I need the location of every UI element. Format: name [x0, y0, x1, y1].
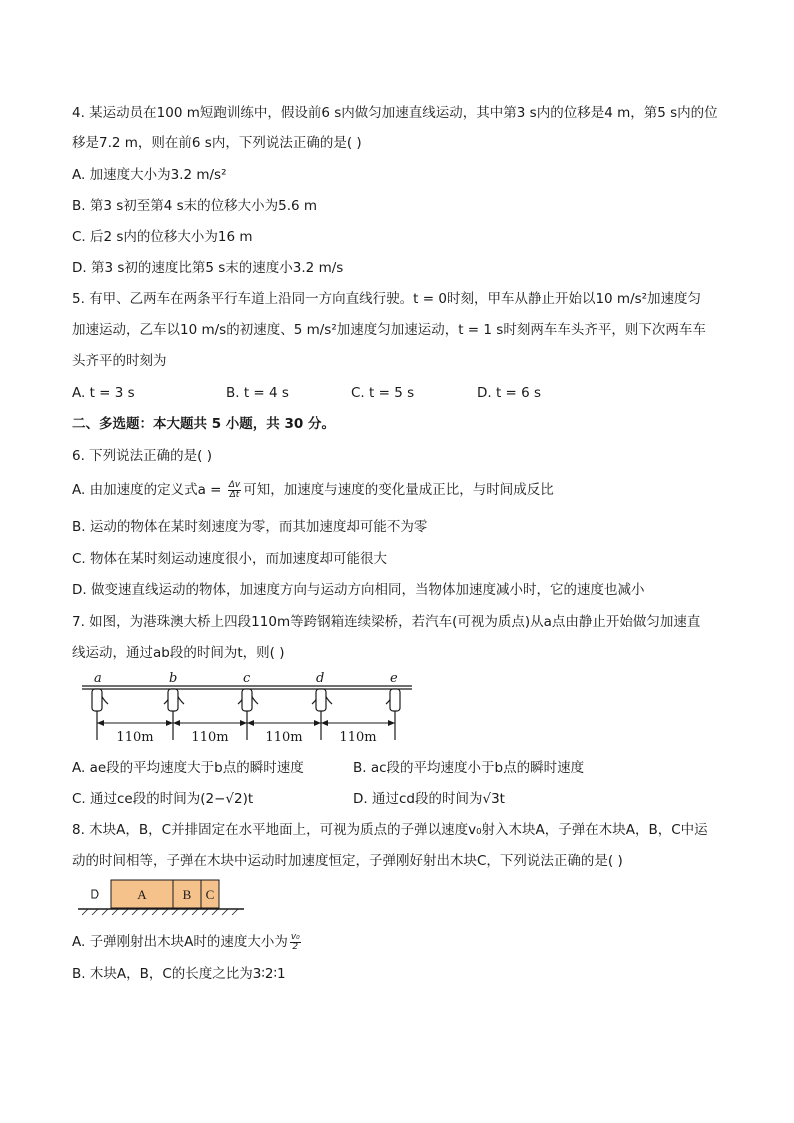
q5-option-d: D. t = 6 s [477, 385, 542, 401]
bridge-diagram [78, 670, 418, 748]
q8-option-a-fraction [290, 933, 301, 952]
bridge-point-label: e [390, 671, 398, 686]
wood-blocks-diagram [76, 876, 248, 918]
fraction-numerator: v₀ [290, 931, 300, 942]
q6-option-c: C. 物体在某时刻运动速度很小，而加速度却可能很大 [72, 551, 388, 567]
q7-option-b: B. ac段的平均速度小于b点的瞬时速度 [353, 760, 585, 776]
q7-option-d: D. 通过cd段的时间为√3t [353, 791, 505, 807]
fraction-denominator: Δt [229, 489, 240, 500]
q4-option-b: B. 第3 s初至第4 s末的位移大小为5.6 m [72, 198, 318, 214]
block-label-b: B [182, 887, 192, 902]
q6-option-a-fraction [228, 481, 241, 500]
block-label-a: A [137, 887, 147, 902]
q4-option-c: C. 后2 s内的位移大小为16 m [72, 229, 253, 245]
fraction-numerator: Δv [228, 479, 241, 490]
q5-stem-line1: 5. 有甲、乙两车在两条平行车道上沿同一方向直线行驶。t = 0时刻，甲车从静止开始以10 m/s²加速度匀 [72, 291, 702, 307]
q8-stem-line1: 8. 木块A，B，C并排固定在水平地面上，可视为质点的子弹以速度v₀射入木块A，子弹在木块A，B，C中运 [72, 822, 708, 838]
span-length-label: 110m [339, 730, 377, 745]
q6-option-a-prefix: A. 由加速度的定义式a = [72, 482, 226, 498]
q8-option-a-prefix: A. 子弹刚射出木块A时的速度大小为 [72, 934, 288, 950]
q8-stem-line2: 动的时间相等，子弹在木块中运动时加速度恒定，子弹刚好射出木块C，下列说法正确的是( ) [72, 853, 623, 869]
q5-option-b: B. t = 4 s [226, 385, 289, 401]
ground-hatching [82, 909, 238, 915]
q6-option-a [72, 480, 554, 500]
bullet-icon [92, 890, 98, 898]
q6-option-d: D. 做变速直线运动的物体，加速度方向与运动方向相同，当物体加速度减小时，它的速度也减小 [72, 582, 645, 598]
span-length-label: 110m [116, 730, 154, 745]
q4-stem-line2: 移是7.2 m，则在前6 s内，下列说法正确的是( ) [72, 135, 362, 151]
q7-stem-line2: 线运动，通过ab段的时间为t，则( ) [72, 645, 285, 661]
q7-stem-line1: 7. 如图，为港珠澳大桥上四段110m等跨钢箱连续梁桥，若汽车(可视为质点)从a点由静止开始做匀加速直 [72, 614, 701, 630]
q4-option-d: D. 第3 s初的速度比第5 s末的速度小3.2 m/s [72, 260, 344, 276]
q5-stem-line2: 加速运动，乙车以10 m/s的初速度、5 m/s²加速度匀加速运动，t = 1 s时刻两车车头齐平，则下次两车车 [72, 322, 706, 338]
q5-stem-line3: 头齐平的时刻为 [72, 353, 167, 369]
q6-option-a-suffix: 可知，加速度与速度的变化量成正比，与时间成反比 [243, 482, 554, 498]
section-multiple-choice-header: 二、多选题：本大题共 5 小题，共 30 分。 [72, 416, 335, 432]
q6-option-b: B. 运动的物体在某时刻速度为零，而其加速度却可能不为零 [72, 519, 428, 535]
q5-option-a: A. t = 3 s [72, 385, 135, 401]
bridge-point-label: a [94, 671, 102, 686]
span-length-label: 110m [191, 730, 229, 745]
bridge-point-label: b [169, 671, 178, 686]
q4-stem-line1: 4. 某运动员在100 m短跑训练中，假设前6 s内做匀加速直线运动，其中第3 s内的位移是4 m，第5 s内的位 [72, 105, 718, 121]
bridge-point-label: c [243, 671, 251, 686]
fraction-denominator: 2 [292, 941, 299, 952]
q5-option-c: C. t = 5 s [351, 385, 415, 401]
q7-option-a: A. ae段的平均速度大于b点的瞬时速度 [72, 760, 304, 776]
q4-option-a: A. 加速度大小为3.2 m/s² [72, 167, 227, 183]
span-length-label: 110m [265, 730, 303, 745]
block-label-c: C [205, 887, 215, 902]
q8-option-a [72, 932, 303, 952]
bridge-point-label: d [316, 671, 325, 686]
wood-blocks [111, 880, 219, 908]
q7-option-c: C. 通过ce段的时间为(2−√2)t [72, 791, 254, 807]
q6-stem: 6. 下列说法正确的是( ) [72, 448, 212, 464]
q8-option-b: B. 木块A，B，C的长度之比为3∶2∶1 [72, 966, 286, 982]
